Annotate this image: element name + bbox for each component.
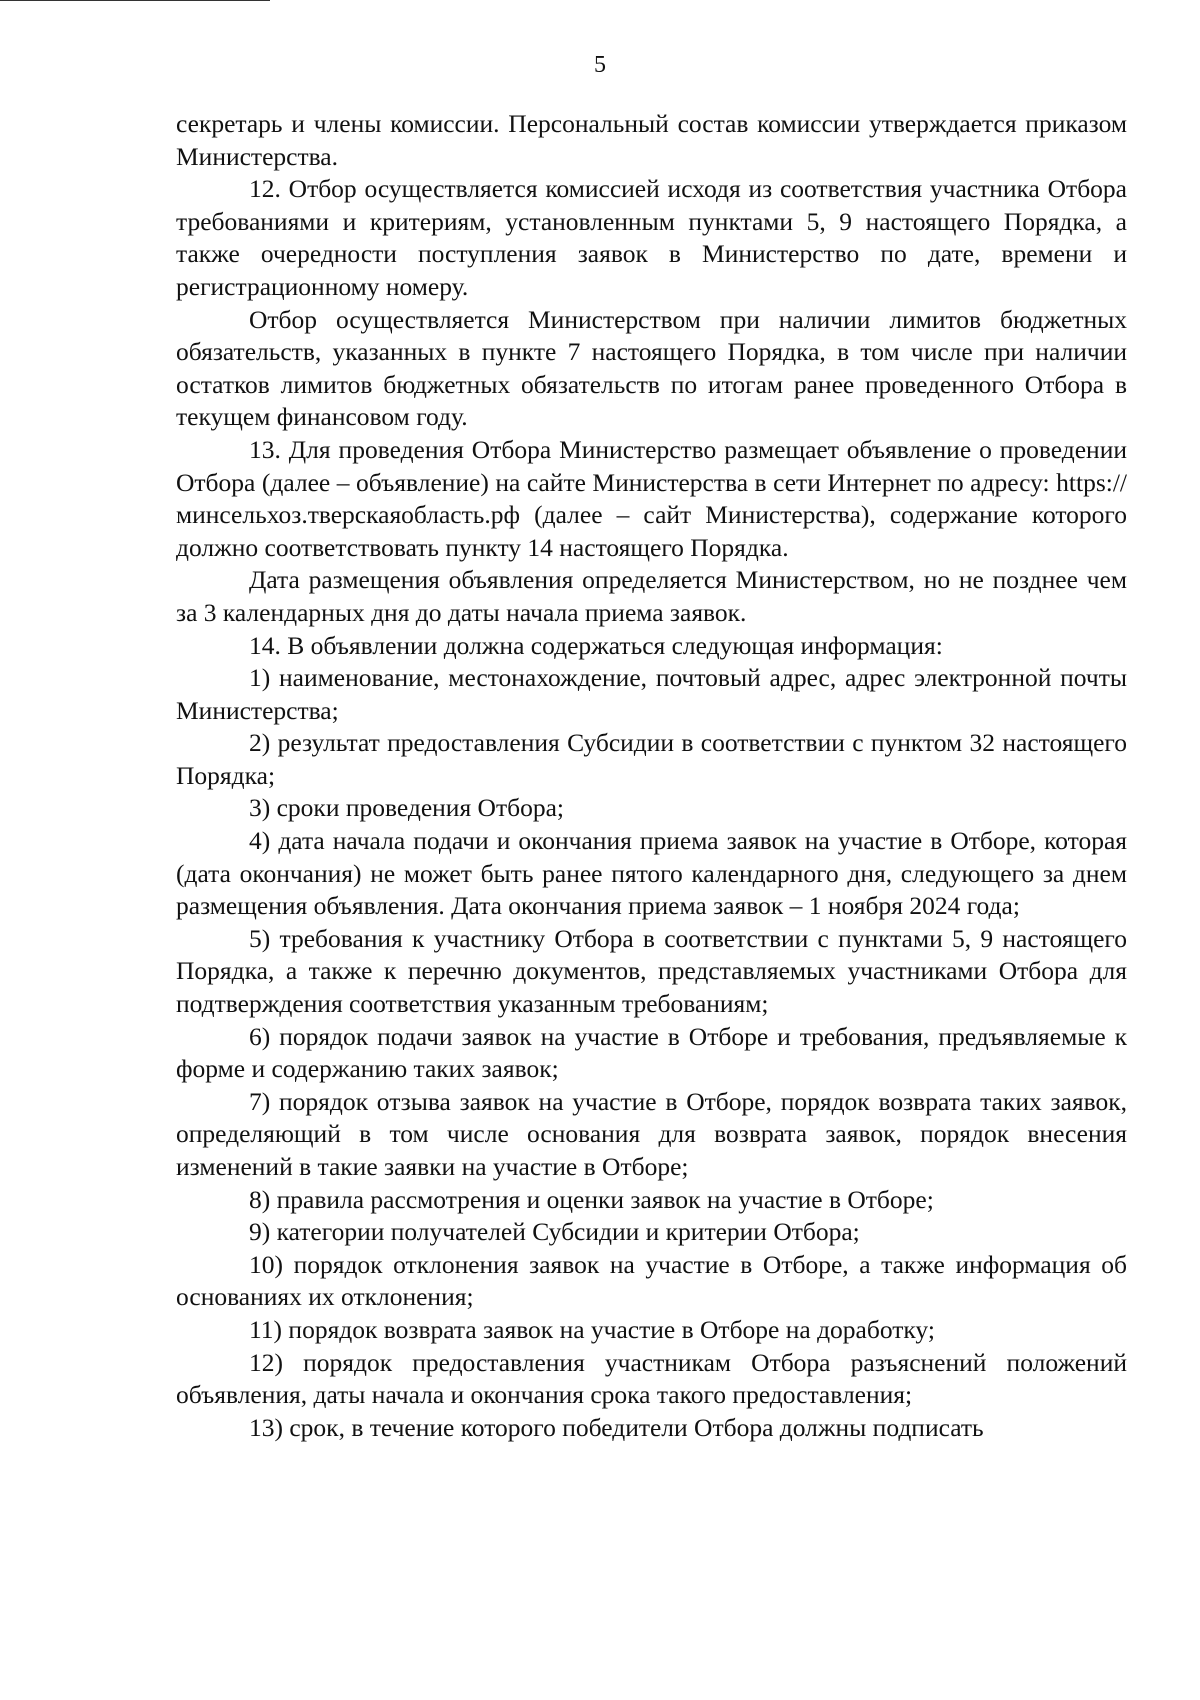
paragraph-commission-composition: секретарь и члены комиссии. Персональный состав комиссии утверждается приказом Министерства. <box>176 109 1127 171</box>
list-item-5: 5) требования к участнику Отбора в соответствии с пунктами 5, 9 настоящего Порядка, а также к перечню документов, представляемых участниками Отбора для подтверждения соответствия указанным требованиям; <box>176 923 1127 1019</box>
list-item-1: 1) наименование, местонахождение, почтовый адрес, адрес электронной почты Министерства; <box>176 663 1127 725</box>
list-item-7: 7) порядок отзыва заявок на участие в Отборе, порядок возврата таких заявок, определяющий в том числе основания для возврата заявок, порядок внесения изменений в такие заявки на участие в Отборе; <box>176 1086 1127 1181</box>
paragraph-item-13: 13. Для проведения Отбора Министерство размещает объявление о проведении Отбора (далее – объявление) на сайте Министерства в сети Интернет по адресу: https://минсельхоз.тверскаяобласть.рф (далее – сайт Министерства), содержание которого должно соответствовать пункту 14 настоящего Порядка. <box>176 434 1127 562</box>
list-item-11: 11) порядок возврата заявок на участие в Отборе на доработку; <box>249 1314 935 1344</box>
paragraph-announcement-date: Дата размещения объявления определяется Министерством, но не позднее чем за 3 календарных дня до даты начала приема заявок. <box>176 565 1127 627</box>
list-item-8: 8) правила рассмотрения и оценки заявок на участие в Отборе; <box>249 1184 934 1214</box>
list-item-2: 2) результат предоставления Субсидии в соответствии с пунктом 32 настоящего Порядка; <box>176 728 1127 790</box>
paragraph-budget-limits: Отбор осуществляется Министерством при наличии лимитов бюджетных обязательств, указанных в пункте 7 настоящего Порядка, в том числе при наличии остатков лимитов бюджетных обязательств по итогам ранее проведенного Отбора в текущем финансовом году. <box>176 304 1127 432</box>
paragraph-item-12: 12. Отбор осуществляется комиссией исходя из соответствия участника Отбора требованиями и критериям, установленным пунктами 5, 9 настоящего Порядка, а также очередности поступления заявок в Министерство по дате, времени и регистрационному номеру. <box>176 174 1127 301</box>
document-body <box>176 108 1127 1444</box>
list-item-9: 9) категории получателей Субсидии и критерии Отбора; <box>249 1217 860 1247</box>
page-number: 5 <box>594 52 606 78</box>
list-item-6: 6) порядок подачи заявок на участие в Отборе и требования, предъявляемые к форме и содержанию таких заявок; <box>176 1021 1127 1084</box>
list-item-12: 12) порядок предоставления участникам Отбора разъяснений положений объявления, даты начала и окончания срока такого предоставления; <box>176 1347 1127 1410</box>
list-item-3: 3) сроки проведения Отбора; <box>249 793 564 823</box>
list-item-4: 4) дата начала подачи и окончания приема заявок на участие в Отборе, которая (дата окончания) не может быть ранее пятого календарного дня, следующего за днем размещения объявления. Дата окончания приема заявок – 1 ноября 2024 года; <box>176 826 1127 921</box>
paragraph-item-14: 14. В объявлении должна содержаться следующая информация: <box>249 630 943 660</box>
scan-edge-line <box>0 0 270 1</box>
list-item-10: 10) порядок отклонения заявок на участие в Отборе, а также информация об основаниях их отклонения; <box>176 1249 1127 1312</box>
list-item-13: 13) срок, в течение которого победители Отбора должны подписать <box>249 1412 984 1442</box>
